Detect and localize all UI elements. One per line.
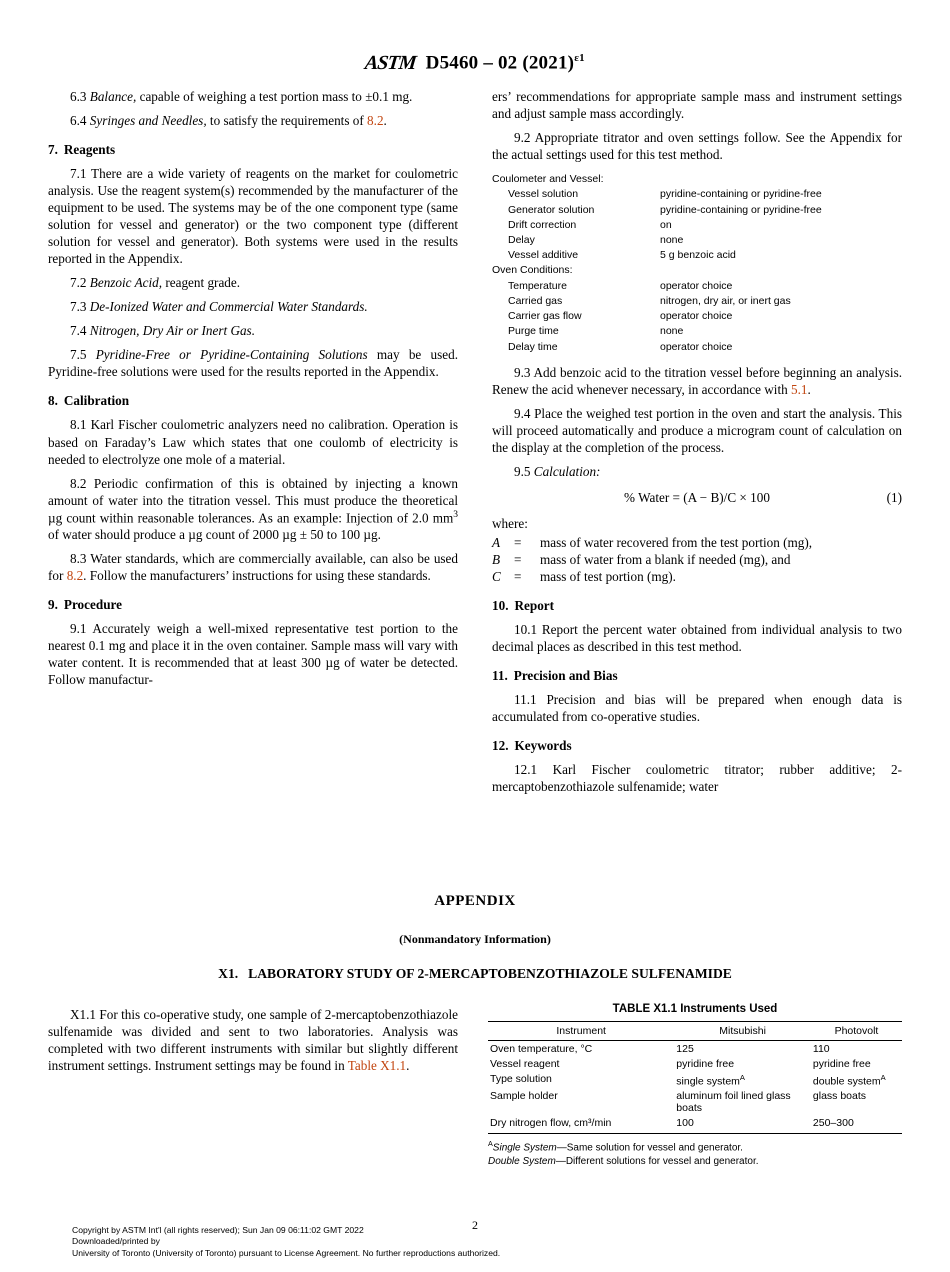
setting-key: Delay [508,234,535,246]
term-syringes: Syringes and Needles, [89,113,207,129]
paragraph-6-3 [48,88,458,105]
cell-photovolt [811,1071,902,1089]
settings-group-oven [492,263,902,354]
cell-instrument: Sample holder [490,1090,558,1102]
page-footer [72,1225,500,1259]
appendix-left-column [48,1006,458,1081]
para-text: may be used. Pyridine-free solutions were used for the results reported in the Appendix. [48,347,458,380]
term-pyridine: Pyridine-Free or Pyridine-Containing Solutions [95,347,368,363]
setting-key: Purge time [508,325,559,338]
license-line: University of Toronto (University of Toronto) pursuant to License Agreement. No further reproductions authorized. [72,1247,501,1258]
setting-key: Generator solution [508,203,595,216]
setting-key: Vessel additive [508,249,579,262]
para-text: reagent grade. [162,275,241,291]
section-heading-9 [48,596,458,613]
paragraph-9-1: 9.1 Accurately weigh a well-mixed representative test portion to the nearest 0.1 mg and place it in the oven container. Sample mass will vary with water content. It is recommended that at least 300 µg of water be detected. Follow manufactur- [48,621,458,688]
right-column [492,88,902,802]
cell-mitsubishi: aluminum foil lined glass boats [676,1090,791,1114]
cell-mitsubishi: 125 [676,1042,694,1055]
term-deionized-water: De-Ionized Water and Commercial Water Standards. [89,299,368,315]
para-number: 7.2 [70,275,90,291]
equals-sign: = [514,535,522,550]
section-title: Procedure [63,597,122,613]
setting-key: Drift correction [508,218,577,231]
paragraph-9-2: 9.2 Appropriate titrator and oven settings follow. See the Appendix for the actual settings used for this test method. [492,130,902,163]
symbol: B [492,552,501,568]
settings-group-coulometer [492,172,902,263]
footnote-term: Double System [488,1155,556,1167]
paragraph-9-4: 9.4 Place the weighed test portion in the oven and start the analysis. This will proceed automatically and produce a microgram count of calculation on the display at the completion of the process. [492,405,902,455]
section-number: 10. [492,598,509,614]
settings-row [492,279,902,294]
section-title: Report [514,598,555,614]
equals-sign: = [514,552,522,568]
footnote-marker: A [880,1072,886,1082]
setting-key: Delay time [508,340,558,353]
settings-list [492,172,902,355]
settings-row [492,324,902,339]
table-row [488,1071,902,1089]
cell-mitsubishi [674,1071,811,1089]
para-number: 7.3 [70,299,90,315]
section-title: Precision and Bias [513,668,618,684]
settings-row [492,294,902,309]
paragraph-8-1: 8.1 Karl Fischer coulometric analyzers need no calibration. Operation is based on Faraday’s Law which states that one coulomb of electricity is needed to electrolyze one mole of a material. [48,417,458,467]
page-title [426,52,585,74]
table-header-row [488,1022,902,1041]
paragraph-x1-1 [48,1006,458,1074]
para-number: 7.5 [70,347,96,363]
paragraph-7-5 [48,346,458,380]
definition-row [492,534,902,551]
cross-reference-5-1[interactable]: 5.1 [791,381,808,397]
term-balance: Balance, [89,89,137,104]
setting-value: pyridine-containing or pyridine-free [660,203,822,216]
appendix-title: APPENDIX [434,893,516,909]
section-heading-12 [492,737,902,754]
footnote-b [488,1155,902,1169]
cell-instrument: Dry nitrogen flow, cm³/min [490,1117,612,1129]
symbol-definitions [492,534,902,585]
settings-row [492,309,902,324]
cell-mitsubishi: pyridine free [676,1057,735,1070]
paragraph-10-1: 10.1 Report the percent water obtained from individual analysis to two decimal places as described in this test method. [492,622,902,655]
equals-sign: = [514,569,522,585]
cell-instrument: Vessel reagent [490,1057,560,1070]
paragraph-7-3 [48,298,458,315]
table-row [488,1089,902,1116]
table-row [488,1056,902,1071]
setting-key: Carrier gas flow [508,310,582,323]
settings-group-label: Oven Conditions: [492,264,573,277]
equation-block [492,489,902,506]
para-number: 7.4 [70,323,90,339]
cell-instrument: Oven temperature, °C [490,1042,593,1055]
para-text: X1.1 For this co-operative study, one sample of 2-mercaptobenzothiazole sulfenamide was divided and sent to two laboratories. Analysis was completed with two different instruments with similar but slightly different instrument settings. Instrument settings may be found in [48,1007,458,1074]
cross-reference-8-2[interactable]: 8.2 [66,568,84,584]
section-title: Keywords [514,738,572,754]
para-text: 8.2 Periodic confirmation of this is obtained by injecting a known amount of water into the titration vessel. This must produce the theoretical µg count within reasonable tolerances. As an example: Injection of 2.0 mm [48,475,458,526]
section-title: Calibration [63,393,130,409]
designation-superscript: ε1 [574,52,585,65]
term-nitrogen: Nitrogen, Dry Air or Inert Gas. [89,323,255,339]
setting-key: Carried gas [508,294,563,307]
instruments-table [488,1021,902,1134]
settings-row [492,203,902,218]
para-text-tail: . [807,381,811,397]
para-text-tail: . [383,113,387,129]
symbol: C [492,569,501,585]
column-header-mitsubishi: Mitsubishi [674,1022,811,1041]
settings-row [492,248,902,263]
setting-value: on [660,218,672,231]
cell-photovolt: 110 [812,1042,830,1055]
definition-row [492,551,902,568]
definition-row [492,568,902,585]
section-heading-7 [48,141,458,158]
section-number: 11. [492,668,508,684]
setting-value: none [660,325,684,338]
para-text: to satisfy the requirements of [206,113,368,129]
table-title: TABLE X1.1 Instruments Used [612,1003,778,1015]
para-text: 9.3 Add benzoic acid to the titration vessel before beginning an analysis. Renew the acid whenever necessary, in accordance with [492,364,902,397]
section-number: 12. [492,738,509,754]
table-row [488,1116,902,1134]
paragraph-8-2 [48,475,458,544]
cross-reference-8-2[interactable]: 8.2 [367,113,384,129]
paragraph-6-4 [48,112,458,129]
symbol: A [492,535,501,550]
definition-text: mass of water from a blank if needed (mg), and [540,552,791,568]
definition-text: mass of test portion (mg). [540,569,676,585]
page-number: 2 [472,1218,478,1232]
section-number: 7. [48,142,58,158]
paragraph-11-1: 11.1 Precision and bias will be prepared when enough data is accumulated from co-operative studies. [492,692,902,725]
para-text: 8.3 Water standards, which are commercially available, can also be used for [48,551,458,584]
para-text: capable of weighing a test portion mass to ±0.1 mg. [136,89,413,104]
left-column [48,88,458,695]
setting-value: none [660,234,684,246]
para-text-tail: of water should produce a µg count of 2000 µg ± 50 to 100 µg. [48,527,381,543]
page-header [0,52,950,75]
cell-photovolt: 250–300 [812,1117,854,1129]
cell-instrument: Type solution [490,1072,552,1085]
astm-logo: ASTM [364,52,417,74]
paragraph-9-3 [492,364,902,398]
table-footnotes [488,1139,902,1168]
section-heading-8 [48,392,458,409]
footnote-marker: A [488,1139,493,1148]
para-number: 6.4 [70,113,90,129]
appendix-right-column [488,1003,902,1168]
footnote-text: —Different solutions for vessel and generator. [555,1155,759,1167]
settings-row [492,340,902,355]
appendix-subtitle: (Nonmandatory Information) [399,932,551,946]
setting-value: operator choice [660,310,733,323]
settings-group-label: Coulometer and Vessel: [492,173,604,186]
section-heading-10 [492,597,902,614]
column-header-instrument: Instrument [488,1022,674,1041]
paragraph-8-3 [48,550,458,584]
definition-text: mass of water recovered from the test portion (mg), [540,535,813,550]
superscript-cubed: 3 [453,509,458,520]
footnote-term: Single System [492,1142,557,1154]
setting-value: nitrogen, dry air, or inert gas [660,294,791,307]
footnote-marker: A [739,1072,745,1082]
cell-photovolt: pyridine free [812,1057,871,1070]
designation-number: D5460 – 02 (2021) [425,52,575,74]
cell-mitsubishi: 100 [676,1117,694,1129]
para-text-tail: . [406,1058,410,1074]
section-title: Reagents [63,142,116,158]
paragraph-9-5 [492,463,902,480]
cell-text: double system [812,1075,881,1087]
section-number: 9. [48,597,58,613]
downloaded-line: Downloaded/printed by [72,1236,160,1247]
section-number: 8. [48,393,58,409]
equation-number: (1) [886,489,902,505]
settings-row [492,187,902,202]
para-number: 9.5 [514,463,534,479]
equation-formula: % Water = (A − B)/C × 100 [624,489,770,505]
appendix-section-heading [0,966,950,982]
setting-value: operator choice [660,340,733,353]
paragraph-7-4 [48,322,458,339]
term-benzoic-acid: Benzoic Acid, [89,275,163,291]
copyright-line: Copyright by ASTM Int'l (all rights reserved); Sun Jan 09 06:11:02 GMT 2022 [72,1225,364,1235]
cross-reference-table-x1-1[interactable]: Table X1.1 [347,1058,407,1074]
footnote-text: —Same solution for vessel and generator. [556,1142,743,1154]
cell-text: single system [676,1075,740,1087]
paragraph-9-1-continued: ers’ recommendations for appropriate sample mass and instrument settings and adjust sample mass accordingly. [492,89,902,122]
setting-value: pyridine-containing or pyridine-free [660,188,822,201]
section-heading-11 [492,667,902,684]
setting-key: Vessel solution [508,188,579,201]
para-text-tail: . Follow the manufacturers’ instructions for using these standards. [83,568,431,584]
setting-value: operator choice [660,279,733,292]
cell-photovolt: glass boats [812,1090,867,1102]
table-row [488,1041,902,1057]
term-calculation: Calculation: [533,463,601,479]
paragraph-12-1: 12.1 Karl Fischer coulometric titrator; rubber additive; 2-mercaptobenzothiazole sulfenamide; water [492,762,902,795]
paragraph-7-1: 7.1 There are a wide variety of reagents on the market for coulometric analysis. Use the reagent system(s) recommended by the manufacturer of the equipment to be used. The systems may be of the one component type (same solution for vessel and generator) or the two component type (different solution for vessel and generator). Both systems were used in the results reported in the Appendix. [48,166,458,267]
para-number: 6.3 [70,89,90,104]
appendix-section-number: X1. [218,966,239,981]
appendix-section-title: LABORATORY STUDY OF 2-MERCAPTOBENZOTHIAZOLE SULFENAMIDE [248,966,732,981]
setting-value: 5 g benzoic acid [660,249,736,262]
footnote-a [488,1139,902,1155]
setting-key: Temperature [508,279,567,292]
settings-row [492,233,902,248]
column-header-photovolt: Photovolt [811,1022,902,1041]
paragraph-7-2 [48,274,458,291]
settings-row [492,218,902,233]
where-label: where: [492,515,528,531]
